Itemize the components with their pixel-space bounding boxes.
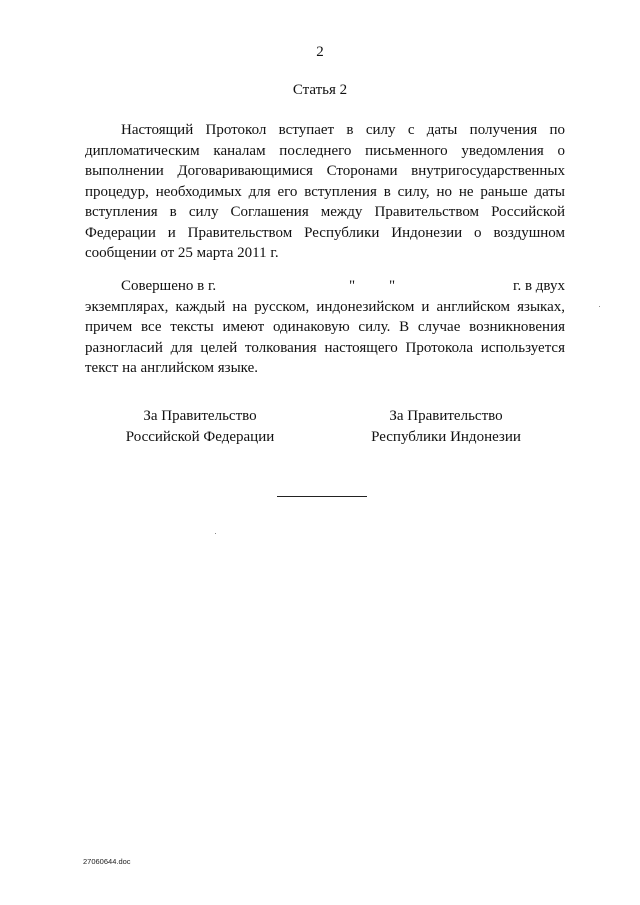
signature-indonesia-line2: Республики Индонезии [371, 428, 521, 445]
signing-place-line [85, 276, 565, 297]
signature-indonesia-line1: За Правительство [389, 408, 503, 424]
article-title: Статья 2 [292, 82, 348, 98]
signing-place-prefix: Совершено в г. [121, 278, 217, 294]
scan-speck [599, 306, 600, 307]
scan-speck [215, 533, 216, 534]
signature-russia-line2: Российской Федерации [125, 428, 275, 445]
signature-block-indonesia [356, 406, 536, 447]
footer-document-code: 27060644.doc [83, 857, 131, 866]
signing-date-quote-open: " [349, 278, 356, 294]
signature-block-russia [110, 406, 290, 447]
paragraph-languages: экземплярах, каждый на русском, индонезийском и английском языках, причем все тексты имеют одинаковую силу. В случае возникновения разногласий для целей толкования настоящего Протокола используется текст на английском языке. [85, 298, 565, 376]
page-number: 2 [316, 44, 324, 60]
signing-year-suffix: г. в двух [513, 278, 565, 294]
end-of-document-rule [277, 496, 367, 497]
signing-date-quote-close: " [389, 278, 396, 294]
signature-russia-line1: За Правительство [143, 408, 257, 424]
paragraph-entry-into-force: Настоящий Протокол вступает в силу с даты получения по дипломатическим каналам последнего письменного уведомления о выполнении Договаривающимися Сторонами внутригосударственных процедур, необходимых для его вступления в силу, но не раньше даты вступления в силу Соглашения между Правительством Российской Федерации и Правительством Республики Индонезии о воздушном сообщении от 25 марта 2011 г. [85, 122, 565, 261]
